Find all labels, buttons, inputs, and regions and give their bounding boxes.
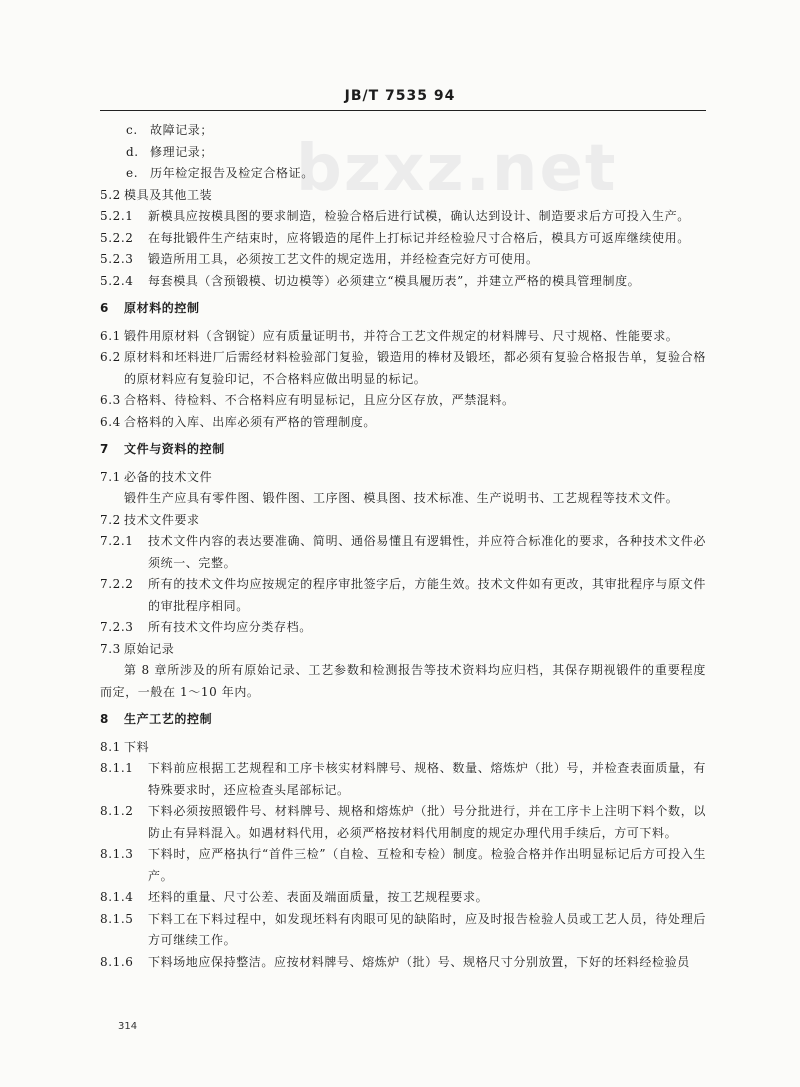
clause: 8.1.4 坯料的重量、尺寸公差、表面及端面质量，按工艺规程要求。: [100, 890, 489, 904]
clause: 7.2.2 所有的技术文件均应按规定的程序审批签字后，方能生效。技术文件如有更改，其审批程序与原文件的审批程序相同。: [100, 577, 706, 613]
clause: 8.1.2 下料必须按照锻件号、材料牌号、规格和熔炼炉（批）号分批进行，并在工序卡上注明下料个数，以防止有异料混入。如遇材料代用，必须严格按材料代用制度的规定办理代用手续后，方可下料。: [100, 804, 706, 840]
document-body: [100, 120, 706, 973]
clause: 6.4 合格料的入库、出库必须有严格的管理制度。: [100, 414, 377, 429]
clause: 8.1.3 下料时，应严格执行“首件三检”（自检、互检和专检）制度。检验合格并作出明显标记后方可投入生产。: [100, 847, 706, 883]
clause: 8.1.1 下料前应根据工艺规程和工序卡核实材料牌号、规格、数量、熔炼炉（批）号，并检查表面质量，有特殊要求时，还应检查头尾部标记。: [100, 761, 706, 797]
paragraph: 锻件生产应具有零件图、锻件图、工序图、模具图、技术标准、生产说明书、工艺规程等技术文件。: [124, 491, 679, 505]
clause: 5.2.4 每套模具（含预锻模、切边模等）必须建立“模具履历表”，并建立严格的模具管理制度。: [100, 273, 641, 288]
clause: 6.1 锻件用原材料（含钢锭）应有质量证明书，并符合工艺文件规定的材料牌号、尺寸规格、性能要求。: [100, 328, 679, 343]
clause-heading: 7.3 原始记录: [100, 641, 175, 656]
standard-code: JB/T 7535 94: [344, 88, 456, 104]
clause: 5.2.2 在每批锻件生产结束时，应将锻造的尾件上打标记并经检验尺寸合格后，模具方可返库继续使用。: [100, 230, 690, 245]
section-heading: 7 文件与资料的控制: [100, 442, 225, 456]
page-number: 314: [118, 1021, 138, 1032]
clause: 8.1.5 下料工在下料过程中，如发现坯料有肉眼可见的缺陷时，应及时报告检验人员或工艺人员，待处理后方可继续工作。: [100, 911, 706, 947]
clause-heading: 8.1 下料: [100, 739, 150, 754]
section-heading: 8 生产工艺的控制: [100, 712, 213, 726]
paragraph: 第 8 章所涉及的所有原始记录、工艺参数和检测报告等技术资料均应归档，其保存期视锻件的重要程度而定，一般在 1～10 年内。: [100, 663, 706, 699]
clause: 5.2.1 新模具应按模具图的要求制造，检验合格后进行试模，确认达到设计、制造要求后方可投入生产。: [100, 209, 690, 223]
clause: 8.1.6 下料场地应保持整洁。应按材料牌号、熔炼炉（批）号、规格尺寸分别放置，下好的坯料经检验员: [100, 954, 690, 969]
watermark: bzxz.net: [296, 132, 618, 206]
clause-heading: 7.1 必备的技术文件: [100, 469, 213, 484]
section-heading: 6 原材料的控制: [100, 301, 200, 315]
clause: 7.2.1 技术文件内容的表达要准确、简明、通俗易懂且有逻辑性，并应符合标准化的要求，各种技术文件必须统一、完整。: [100, 534, 706, 570]
clause: 6.3 合格料、待检料、不合格料应有明显标记，且应分区存放，严禁混料。: [100, 393, 515, 407]
clause-heading: 5.2 模具及其他工装: [100, 187, 213, 202]
list-item: e. 历年检定报告及检定合格证。: [126, 166, 314, 180]
header-rule: [100, 110, 706, 111]
list-item: c. 故障记录；: [126, 123, 214, 137]
list-item: d. 修理记录；: [126, 144, 214, 159]
clause-heading: 7.2 技术文件要求: [100, 512, 200, 527]
clause: 5.2.3 锻造所用工具，必须按工艺文件的规定选用，并经检查完好方可使用。: [100, 252, 539, 266]
clause: 7.2.3 所有技术文件均应分类存档。: [100, 620, 312, 634]
clause: 6.2 原材料和坯料进厂后需经材料检验部门复验，锻造用的棒材及锻坯，都必须有复验合格报告单，复验合格的原材料应有复验印记，不合格料应做出明显的标记。: [100, 350, 706, 386]
